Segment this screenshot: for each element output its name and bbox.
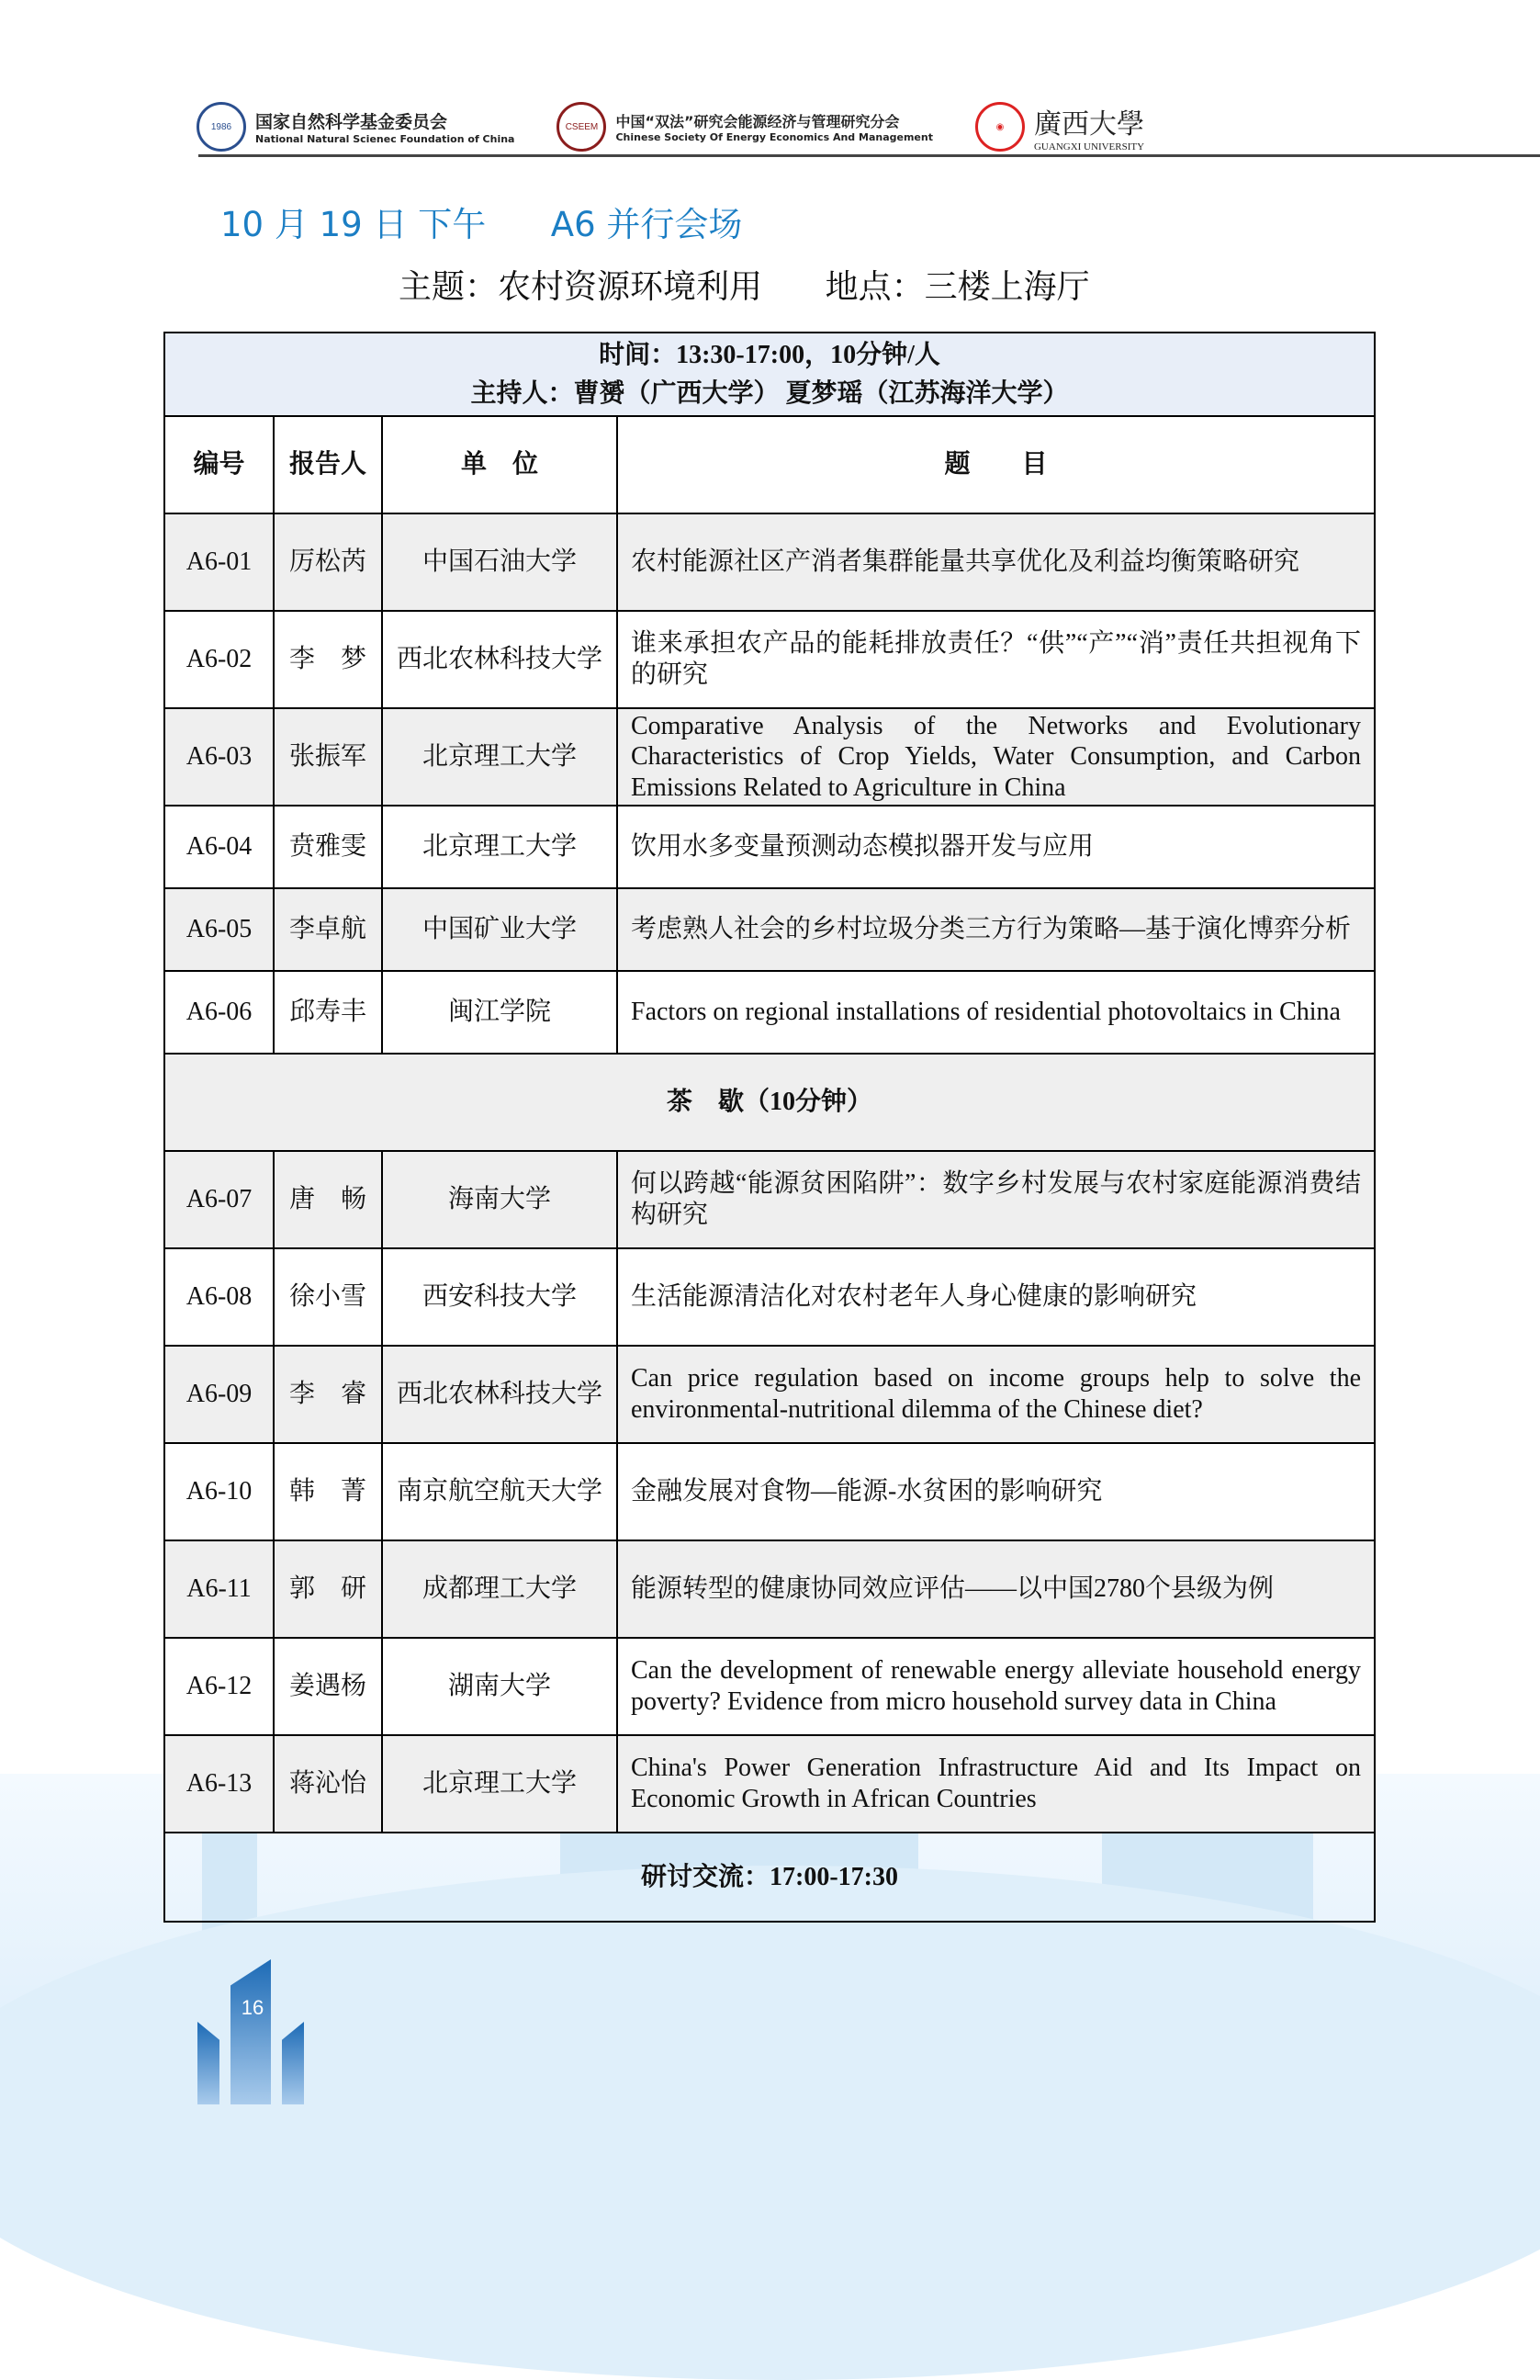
speaker-unit: 北京理工大学 bbox=[382, 1735, 617, 1833]
table-row bbox=[164, 1735, 1375, 1833]
talk-title: 金融发展对食物—能源-水贫困的影响研究 bbox=[617, 1443, 1375, 1540]
talk-id: A6-10 bbox=[164, 1443, 274, 1540]
cseem-name-en: Chinese Society Of Energy Economics And Management bbox=[615, 131, 933, 143]
cseem-name-cn: 中国“双法”研究会能源经济与管理研究分会 bbox=[615, 113, 900, 130]
page-number-badge bbox=[197, 1957, 308, 2104]
col-speaker: 报告人 bbox=[274, 416, 382, 513]
session-info-row bbox=[164, 333, 1375, 416]
tea-break: 茶 歇（10分钟） bbox=[164, 1054, 1375, 1151]
nsfc-seal: 1986 bbox=[197, 102, 246, 152]
table-row bbox=[164, 1248, 1375, 1346]
talk-title: 谁来承担农产品的能耗排放责任？“供”“产”“消”责任共担视角下的研究 bbox=[617, 611, 1375, 708]
speaker-unit: 成都理工大学 bbox=[382, 1540, 617, 1638]
session-title: 10 月 19 日 下午 A6 并行会场 bbox=[220, 205, 743, 244]
tea-break-row bbox=[164, 1054, 1375, 1151]
speaker-unit: 西北农林科技大学 bbox=[382, 611, 617, 708]
speaker-unit: 海南大学 bbox=[382, 1151, 617, 1248]
table-row bbox=[164, 1638, 1375, 1735]
speaker-unit: 中国矿业大学 bbox=[382, 888, 617, 971]
speaker-name: 邱寿丰 bbox=[274, 971, 382, 1054]
table-row bbox=[164, 513, 1375, 611]
talk-id: A6-13 bbox=[164, 1735, 274, 1833]
speaker-name: 李 睿 bbox=[274, 1346, 382, 1443]
nsfc-logo bbox=[197, 102, 514, 152]
table-row bbox=[164, 971, 1375, 1054]
cseem-seal: CSEEM bbox=[556, 102, 606, 152]
talk-id: A6-08 bbox=[164, 1248, 274, 1346]
talk-title: 生活能源清洁化对农村老年人身心健康的影响研究 bbox=[617, 1248, 1375, 1346]
talk-id: A6-05 bbox=[164, 888, 274, 971]
session-subtitle: 主题：农村资源环境利用 地点：三楼上海厅 bbox=[399, 268, 1090, 306]
talk-title: Can the development of renewable energy alleviate household energy poverty? Evidence from micro household survey data in China bbox=[617, 1638, 1375, 1735]
table-row bbox=[164, 1151, 1375, 1248]
talk-id: A6-12 bbox=[164, 1638, 274, 1735]
speaker-name: 韩 菁 bbox=[274, 1443, 382, 1540]
talk-title: 何以跨越“能源贫困陷阱”：数字乡村发展与农村家庭能源消费结构研究 bbox=[617, 1151, 1375, 1248]
discussion-row bbox=[164, 1833, 1375, 1922]
speaker-unit: 闽江学院 bbox=[382, 971, 617, 1054]
nsfc-name-cn: 国家自然科学基金委员会 bbox=[255, 112, 448, 132]
gxu-logo bbox=[975, 101, 1144, 152]
talk-title: Can price regulation based on income groups help to solve the environmental-nutritional dilemma of the Chinese diet? bbox=[617, 1346, 1375, 1443]
speaker-name: 李卓航 bbox=[274, 888, 382, 971]
header-divider bbox=[198, 154, 1540, 157]
table-row bbox=[164, 708, 1375, 806]
speaker-name: 唐 畅 bbox=[274, 1151, 382, 1248]
col-unit: 单 位 bbox=[382, 416, 617, 513]
gxu-seal-icon: ◉ bbox=[975, 102, 1025, 152]
nsfc-name-en: National Natural Scienec Foundation of China bbox=[255, 133, 515, 145]
table-row bbox=[164, 1346, 1375, 1443]
session-time: 时间：13:30-17:00，10分钟/人 bbox=[599, 340, 940, 369]
speaker-name: 厉松芮 bbox=[274, 513, 382, 611]
page-number: 16 bbox=[241, 1996, 264, 2019]
talk-title: 农村能源社区产消者集群能量共享优化及利益均衡策略研究 bbox=[617, 513, 1375, 611]
speaker-name: 李 梦 bbox=[274, 611, 382, 708]
schedule-table bbox=[163, 332, 1376, 1923]
col-id: 编号 bbox=[164, 416, 274, 513]
table-row bbox=[164, 806, 1375, 888]
talk-title: Factors on regional installations of residential photovoltaics in China bbox=[617, 971, 1375, 1054]
talk-id: A6-02 bbox=[164, 611, 274, 708]
cseem-logo bbox=[556, 102, 933, 152]
talk-id: A6-06 bbox=[164, 971, 274, 1054]
talk-id: A6-03 bbox=[164, 708, 274, 806]
column-header-row bbox=[164, 416, 1375, 513]
speaker-name: 郭 研 bbox=[274, 1540, 382, 1638]
speaker-unit: 西安科技大学 bbox=[382, 1248, 617, 1346]
header-logos bbox=[197, 90, 1144, 164]
speaker-unit: 南京航空航天大学 bbox=[382, 1443, 617, 1540]
talk-id: A6-11 bbox=[164, 1540, 274, 1638]
talk-title: Comparative Analysis of the Networks and Evolutionary Characteristics of Crop Yields, Water Consumption, and Carbon Emissions Related to Agriculture in China bbox=[617, 708, 1375, 806]
table-row bbox=[164, 611, 1375, 708]
session-hosts: 主持人：曹赟（广西大学） 夏梦瑶（江苏海洋大学） bbox=[470, 378, 1069, 408]
speaker-unit: 北京理工大学 bbox=[382, 806, 617, 888]
speaker-name: 徐小雪 bbox=[274, 1248, 382, 1346]
talk-id: A6-01 bbox=[164, 513, 274, 611]
table-row bbox=[164, 1540, 1375, 1638]
speaker-unit: 湖南大学 bbox=[382, 1638, 617, 1735]
talk-title: 饮用水多变量预测动态模拟器开发与应用 bbox=[617, 806, 1375, 888]
table-row bbox=[164, 1443, 1375, 1540]
talk-title: 考虑熟人社会的乡村垃圾分类三方行为策略—基于演化博弈分析 bbox=[617, 888, 1375, 971]
speaker-unit: 中国石油大学 bbox=[382, 513, 617, 611]
discussion: 研讨交流：17:00-17:30 bbox=[164, 1833, 1375, 1922]
speaker-unit: 北京理工大学 bbox=[382, 708, 617, 806]
speaker-name: 蒋沁怡 bbox=[274, 1735, 382, 1833]
speaker-unit: 西北农林科技大学 bbox=[382, 1346, 617, 1443]
gxu-name-en: GUANGXI UNIVERSITY bbox=[1033, 141, 1145, 152]
col-title: 题 目 bbox=[617, 416, 1375, 513]
gxu-name-cn: 廣西大學 bbox=[1033, 108, 1144, 141]
speaker-name: 贲雅雯 bbox=[274, 806, 382, 888]
talk-title: 能源转型的健康协同效应评估——以中国2780个县级为例 bbox=[617, 1540, 1375, 1638]
table-row bbox=[164, 888, 1375, 971]
talk-id: A6-07 bbox=[164, 1151, 274, 1248]
talk-id: A6-04 bbox=[164, 806, 274, 888]
speaker-name: 姜遇杨 bbox=[274, 1638, 382, 1735]
talk-title: China's Power Generation Infrastructure Aid and Its Impact on Economic Growth in African Countries bbox=[617, 1735, 1375, 1833]
speaker-name: 张振军 bbox=[274, 708, 382, 806]
talk-id: A6-09 bbox=[164, 1346, 274, 1443]
